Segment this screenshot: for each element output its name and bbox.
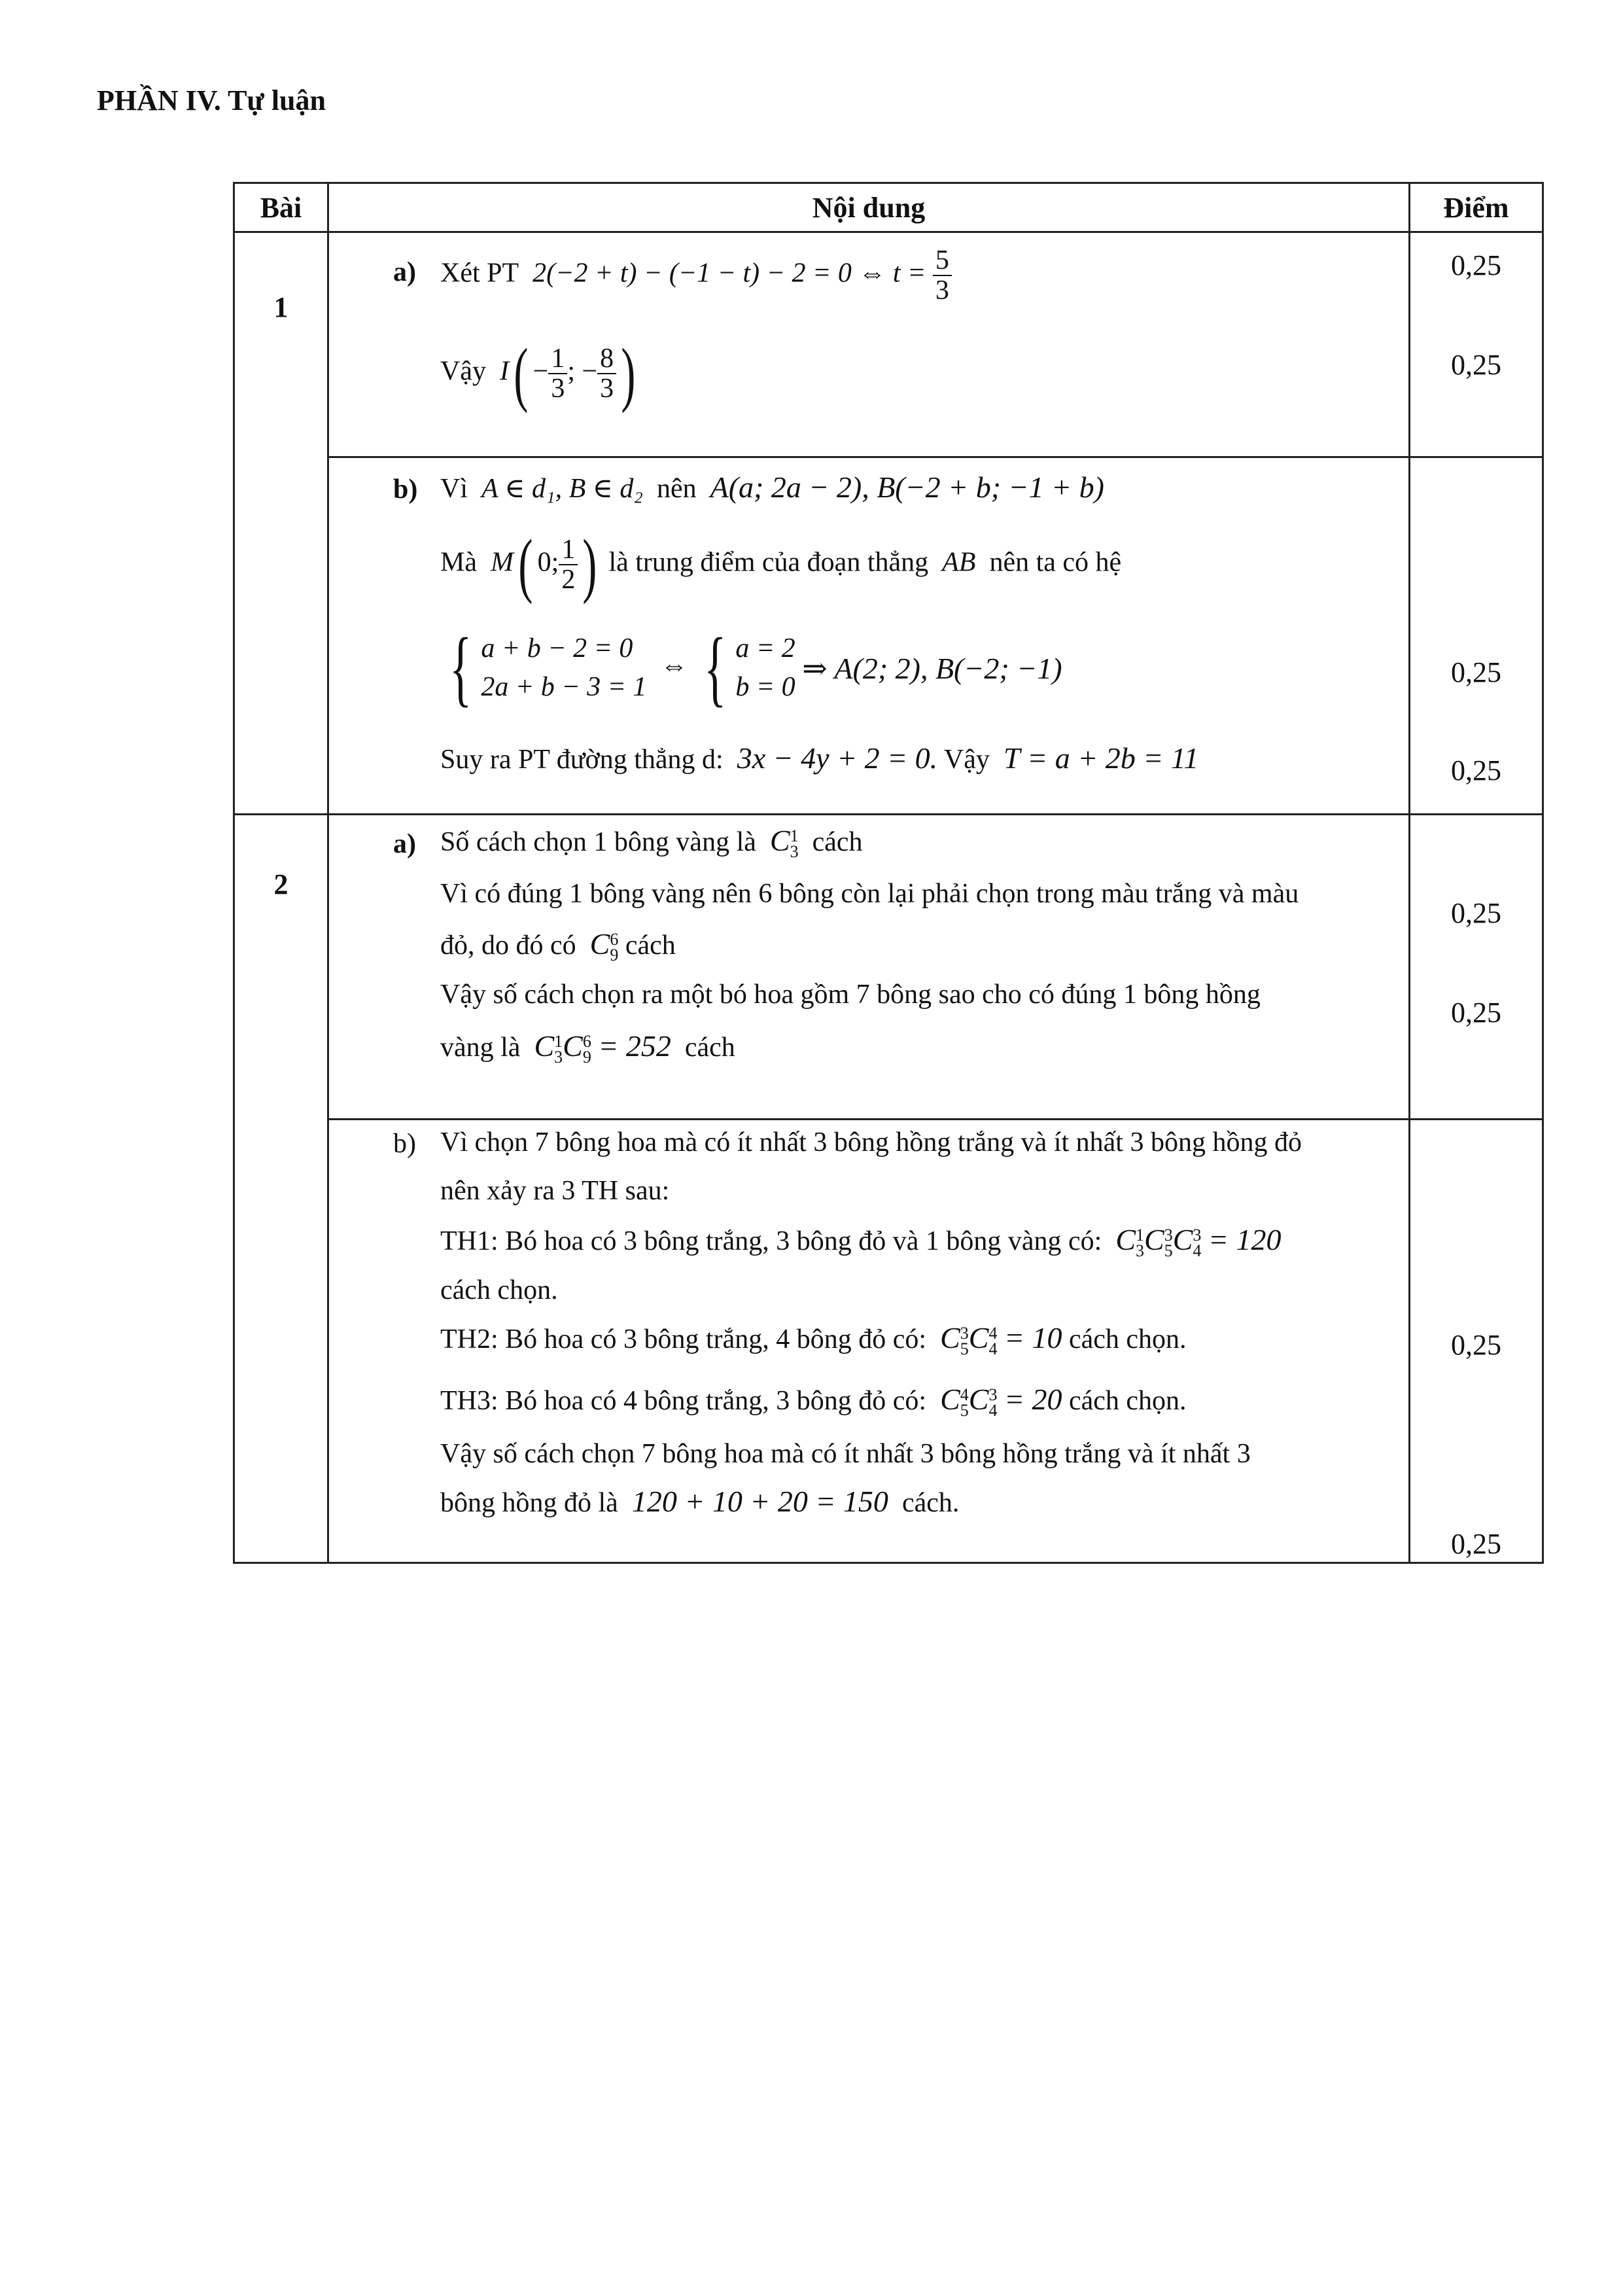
part-label: b)	[393, 474, 418, 504]
frac-num: 1	[561, 534, 576, 565]
answer-table	[233, 182, 1544, 1564]
coord-text: 0;	[537, 547, 559, 578]
line-prefix: Mà	[440, 547, 477, 578]
score-bai2-a	[1410, 815, 1543, 1120]
math-text: 120 + 10 + 20 = 150	[631, 1485, 888, 1518]
table-header-row	[234, 183, 1543, 232]
result-line: Vậy I( − $\frac{1}{3}$ ; − $\frac{8}{3}$ )	[440, 334, 636, 414]
score-bai1-b	[1410, 457, 1543, 815]
line-text: cách	[812, 827, 863, 857]
math-text: ⇒ A(2; 2), B(−2; −1)	[802, 652, 1062, 685]
score-value: 0,25	[1451, 349, 1501, 381]
fraction	[597, 344, 616, 403]
line-text: cách.	[901, 1488, 960, 1518]
conclusion-line	[440, 741, 1198, 775]
content-line: Vì có đúng 1 bông vàng nên 6 bông còn lại phải chọn trong màu trắng và màu	[440, 879, 1299, 909]
equation-system	[735, 629, 795, 707]
midpoint-line	[440, 525, 1122, 605]
line-text: là trung điểm của đoạn thẳng	[608, 547, 929, 578]
equation-text: 2(−2 + t) − (−1 − t) − 2 = 0 ⇔ t =	[532, 258, 926, 289]
part-label: b)	[393, 1129, 416, 1159]
left-brace: {	[703, 621, 727, 715]
page-heading: PHẦN IV. Tự luận	[97, 84, 326, 116]
frac-num: 5	[935, 245, 949, 275]
sys-eq: a = 2	[735, 633, 795, 664]
math-text: A ∈ d₁, B ∈ d₂	[481, 474, 643, 504]
header-diem: Điểm	[1410, 183, 1543, 232]
score-bai1-a	[1410, 232, 1543, 457]
left-brace: {	[449, 621, 472, 715]
math-text: = 120	[1208, 1223, 1282, 1256]
part-label: a)	[393, 829, 416, 859]
system-line: { a + b − 2 = 0 2a + b − 3 = 1 ⇔ { a = 2 b = 0 ⇒ A(2; 2), B(−2; −1)	[449, 621, 1062, 715]
score-value: 0,25	[1451, 897, 1501, 929]
score-bai2-b	[1410, 1120, 1543, 1563]
sys-eq: b = 0	[735, 672, 795, 702]
content-bai1-b	[328, 457, 1410, 815]
frac-den: 3	[933, 275, 952, 305]
math-text: AB	[942, 547, 976, 578]
content-line: cách chọn.	[440, 1275, 558, 1305]
part-label: a)	[393, 257, 416, 287]
line-text: Vậy	[943, 745, 990, 775]
bai-number-2	[234, 815, 328, 1563]
math-text: = 10	[1003, 1321, 1062, 1354]
point-var: I	[499, 356, 509, 387]
content-line: Vậy số cách chọn ra một bó hoa gồm 7 bông sao cho có đúng 1 bông hồng	[440, 980, 1261, 1010]
fraction	[933, 246, 952, 305]
point-var: M	[491, 547, 514, 578]
table-row-bai2-a	[234, 815, 1543, 1120]
case-line: TH3: Bó hoa có 4 bông trắng, 3 bông đỏ có: C 4 5 C 3 4 = 20 cách chọn.	[440, 1383, 1187, 1421]
score-value: 0,25	[1451, 656, 1501, 688]
line-prefix: Xét PT	[440, 258, 519, 289]
right-paren: )	[582, 525, 597, 605]
line-prefix: Vậy	[440, 356, 486, 387]
line-text: cách chọn.	[1068, 1386, 1187, 1416]
condition-line	[440, 470, 1104, 504]
math-text: 3x − 4y + 2 = 0.	[737, 741, 938, 775]
math-text: = 20	[1003, 1383, 1062, 1416]
table-row-bai2-b	[234, 1120, 1543, 1563]
line-text: TH2: Bó hoa có 3 bông trắng, 4 bông đỏ có:	[440, 1324, 927, 1354]
content-line	[440, 1484, 959, 1519]
table-row-bai1-b	[234, 457, 1543, 815]
content-line: nên xảy ra 3 TH sau:	[440, 1176, 670, 1206]
equation-system	[481, 629, 646, 707]
content-line: vàng là C 1 3 C 6 9 = 252 cách	[440, 1029, 735, 1067]
frac-den: 3	[548, 373, 567, 403]
content-bai1-a	[328, 232, 1410, 457]
fraction	[548, 344, 567, 403]
line-text: cách	[625, 930, 676, 961]
sys-eq: 2a + b − 3 = 1	[481, 672, 647, 702]
score-value: 0,25	[1451, 1528, 1501, 1560]
line-text: Suy ra PT đường thẳng d:	[440, 745, 724, 775]
header-bai: Bài	[234, 183, 328, 232]
line-text: nên ta có hệ	[989, 547, 1122, 578]
content-line: Số cách chọn 1 bông vàng là C 1 3 cách	[440, 824, 863, 862]
fraction	[559, 535, 578, 594]
line-text: cách	[684, 1033, 735, 1063]
header-noi-dung: Nội dung	[328, 183, 1410, 232]
score-value: 0,25	[1451, 754, 1501, 786]
bai-number-2-text: 2	[273, 868, 288, 900]
frac-num: 1	[551, 343, 565, 374]
table-row-bai1-a	[234, 232, 1543, 457]
case-line: TH1: Bó hoa có 3 bông trắng, 3 bông đỏ và 1 bông vàng có: C 1 3 C 3 5 C 3 4 = 120	[440, 1223, 1282, 1261]
score-value: 0,25	[1451, 249, 1501, 281]
frac-den: 3	[597, 373, 616, 403]
right-paren: )	[621, 334, 636, 414]
content-line: đỏ, do đó có C 6 9 cách	[440, 927, 676, 965]
left-paren: (	[514, 334, 529, 414]
sys-eq: a + b − 2 = 0	[481, 633, 633, 664]
line-text: cách chọn.	[1068, 1324, 1187, 1354]
score-value: 0,25	[1451, 1329, 1501, 1361]
line-text: nên	[656, 474, 697, 504]
frac-num: 8	[600, 343, 614, 374]
line-text: Số cách chọn 1 bông vàng là	[440, 827, 756, 857]
content-bai2-a	[328, 815, 1410, 1120]
equation-line	[440, 246, 952, 305]
line-text: vàng là	[440, 1033, 521, 1063]
content-line: Vậy số cách chọn 7 bông hoa mà có ít nhất 3 bông hồng trắng và ít nhất 3	[440, 1439, 1251, 1469]
score-value: 0,25	[1451, 997, 1501, 1029]
line-text: TH3: Bó hoa có 4 bông trắng, 3 bông đỏ có:	[440, 1386, 927, 1416]
frac-den: 2	[559, 564, 578, 594]
math-text: A(a; 2a − 2), B(−2 + b; −1 + b)	[710, 470, 1104, 504]
line-text: Vì	[440, 474, 468, 504]
math-text: = 252	[598, 1029, 671, 1063]
line-text: đỏ, do đó có	[440, 930, 576, 961]
content-line: Vì chọn 7 bông hoa mà có ít nhất 3 bông hồng trắng và ít nhất 3 bông hồng đỏ	[440, 1127, 1302, 1157]
line-text: bông hồng đỏ là	[440, 1488, 618, 1518]
content-bai2-b	[328, 1120, 1410, 1563]
bai-number-1-text: 1	[273, 291, 288, 323]
bai-number-1	[234, 232, 328, 815]
line-text: TH1: Bó hoa có 3 bông trắng, 3 bông đỏ và 1 bông vàng có:	[440, 1226, 1102, 1256]
math-text: T = a + 2b = 11	[1003, 741, 1199, 775]
left-paren: (	[518, 525, 533, 605]
case-line: TH2: Bó hoa có 3 bông trắng, 4 bông đỏ có: C 3 5 C 4 4 = 10 cách chọn.	[440, 1321, 1187, 1359]
